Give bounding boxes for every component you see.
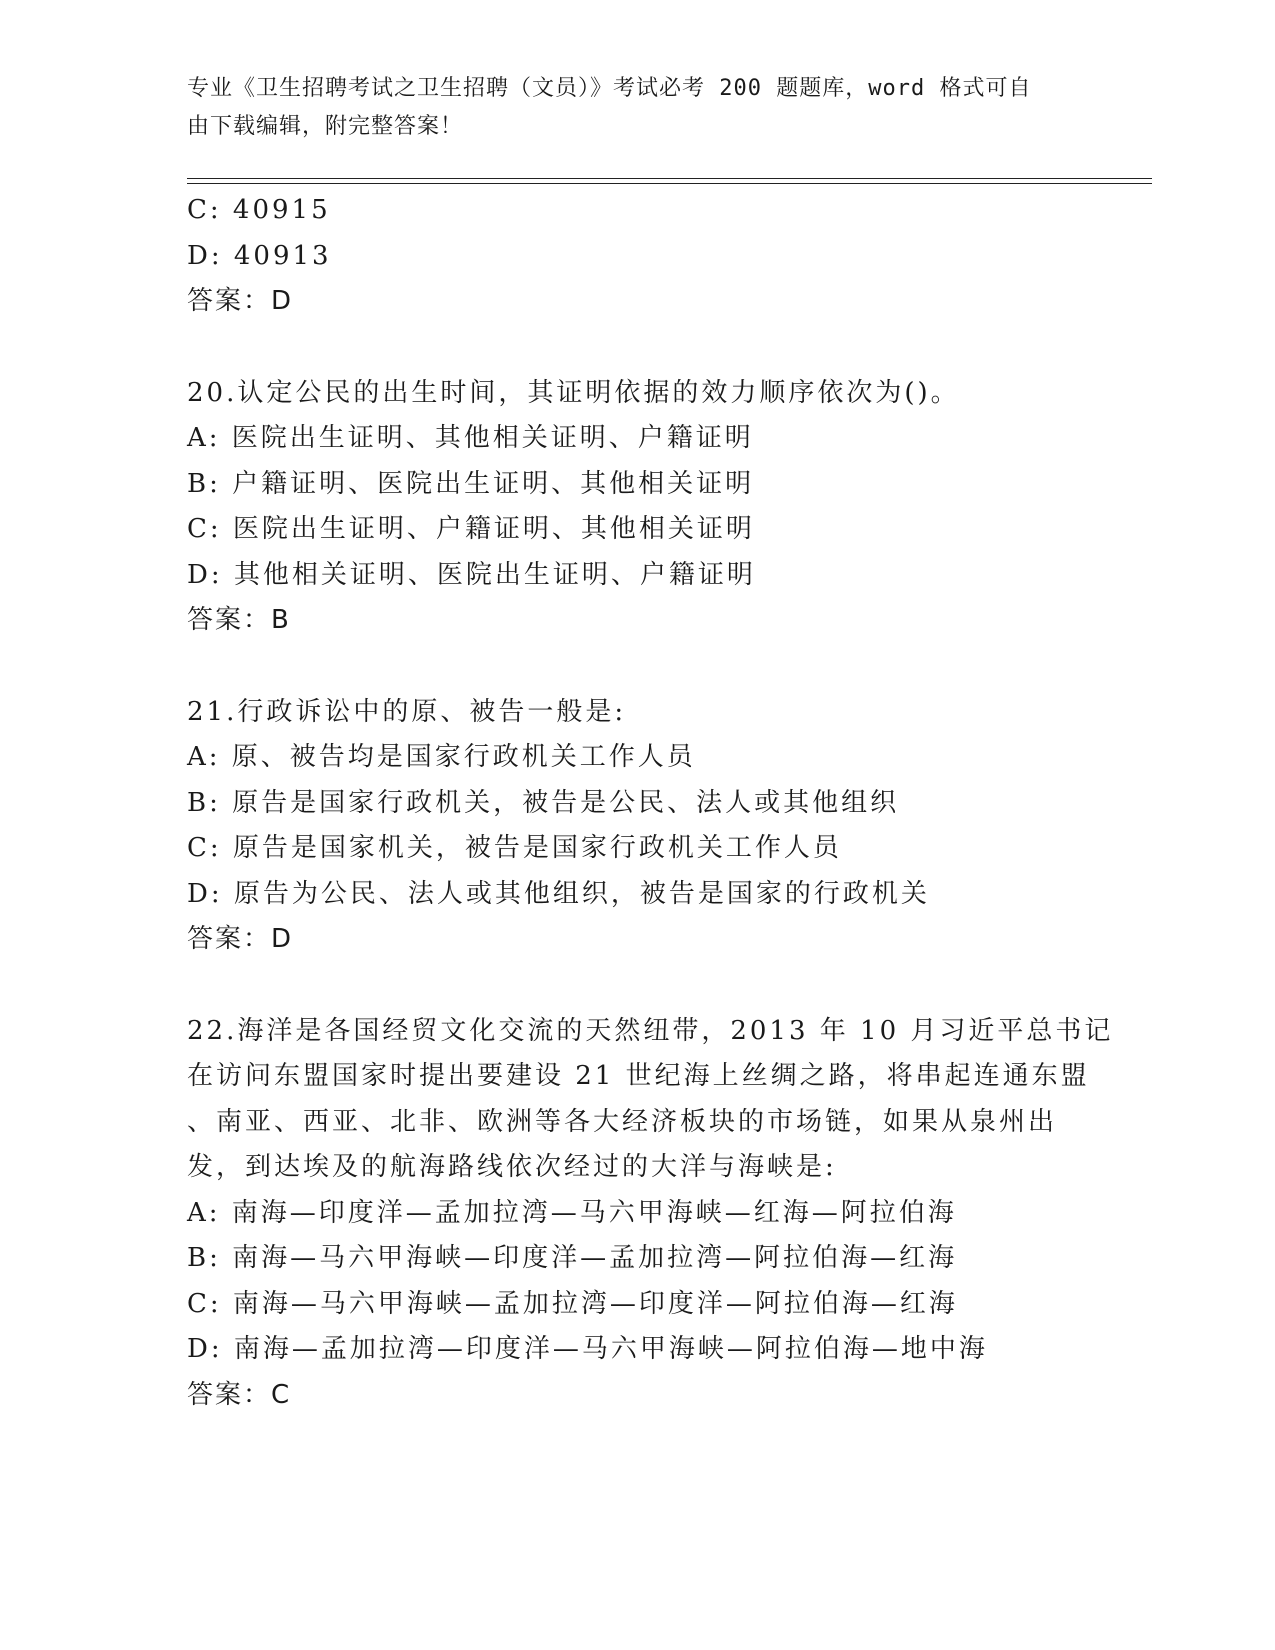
document-header — [187, 70, 1067, 146]
option-c: C: 原告是国家机关，被告是国家行政机关工作人员 — [187, 833, 842, 863]
question-block-20 — [187, 371, 1087, 644]
question-block-22 — [187, 1009, 1114, 1419]
option-b: B: 南海—马六甲海峡—印度洋—孟加拉湾—阿拉伯海—红海 — [187, 1243, 958, 1273]
header-line: 专业《卫生招聘考试之卫生招聘（文员）》考试必考 200 题题库，word 格式可自 — [187, 76, 1032, 101]
question-stem: 发，到达埃及的航海路线依次经过的大洋与海峡是: — [187, 1152, 837, 1182]
header-divider — [187, 178, 1152, 179]
question-block-21 — [187, 690, 1087, 963]
option-a: A: 南海—印度洋—孟加拉湾—马六甲海峡—红海—阿拉伯海 — [187, 1197, 957, 1228]
question-stem: 在访问东盟国家时提出要建设 21 世纪海上丝绸之路，将串起连通东盟 — [187, 1061, 1090, 1091]
spacer — [187, 644, 1087, 690]
option-b: B: 户籍证明、医院出生证明、其他相关证明 — [187, 468, 755, 499]
answer-line: 答案：C — [187, 1379, 292, 1410]
spacer — [187, 325, 1087, 371]
option-c: C: 南海—马六甲海峡—孟加拉湾—印度洋—阿拉伯海—红海 — [187, 1288, 958, 1319]
option-a: A: 原、被告均是国家行政机关工作人员 — [187, 742, 696, 772]
question-stem: 21.行政诉讼中的原、被告一般是: — [187, 696, 627, 727]
option-a: A: 医院出生证明、其他相关证明、户籍证明 — [187, 423, 754, 453]
option-d: D: 原告为公民、法人或其他组织，被告是国家的行政机关 — [187, 878, 930, 909]
question-block-previous — [187, 188, 1087, 325]
question-stem: 20.认定公民的出生时间，其证明依据的效力顺序依次为()。 — [187, 377, 960, 408]
question-stem: 22.海洋是各国经贸文化交流的天然纽带，2013 年 10 月习近平总书记 — [187, 1015, 1114, 1046]
question-list — [187, 188, 1114, 1418]
header-divider — [187, 183, 1152, 184]
answer-line: 答案：B — [187, 605, 291, 635]
header-line: 由下载编辑，附完整答案！ — [187, 114, 464, 139]
option-d: D: 南海—孟加拉湾—印度洋—马六甲海峡—阿拉伯海—地中海 — [187, 1334, 988, 1364]
option-b: B: 原告是国家行政机关，被告是公民、法人或其他组织 — [187, 787, 900, 818]
option-c: C: 40915 — [187, 195, 331, 225]
option-c: C: 医院出生证明、户籍证明、其他相关证明 — [187, 514, 755, 544]
answer-line: 答案：D — [187, 924, 294, 954]
option-d: D: 40913 — [187, 240, 332, 271]
spacer — [187, 963, 1087, 1009]
option-d: D: 其他相关证明、医院出生证明、户籍证明 — [187, 559, 756, 590]
question-stem: 、南亚、西亚、北非、欧洲等各大经济板块的市场链，如果从泉州出 — [187, 1106, 1058, 1137]
answer-line: 答案：D — [187, 286, 294, 316]
